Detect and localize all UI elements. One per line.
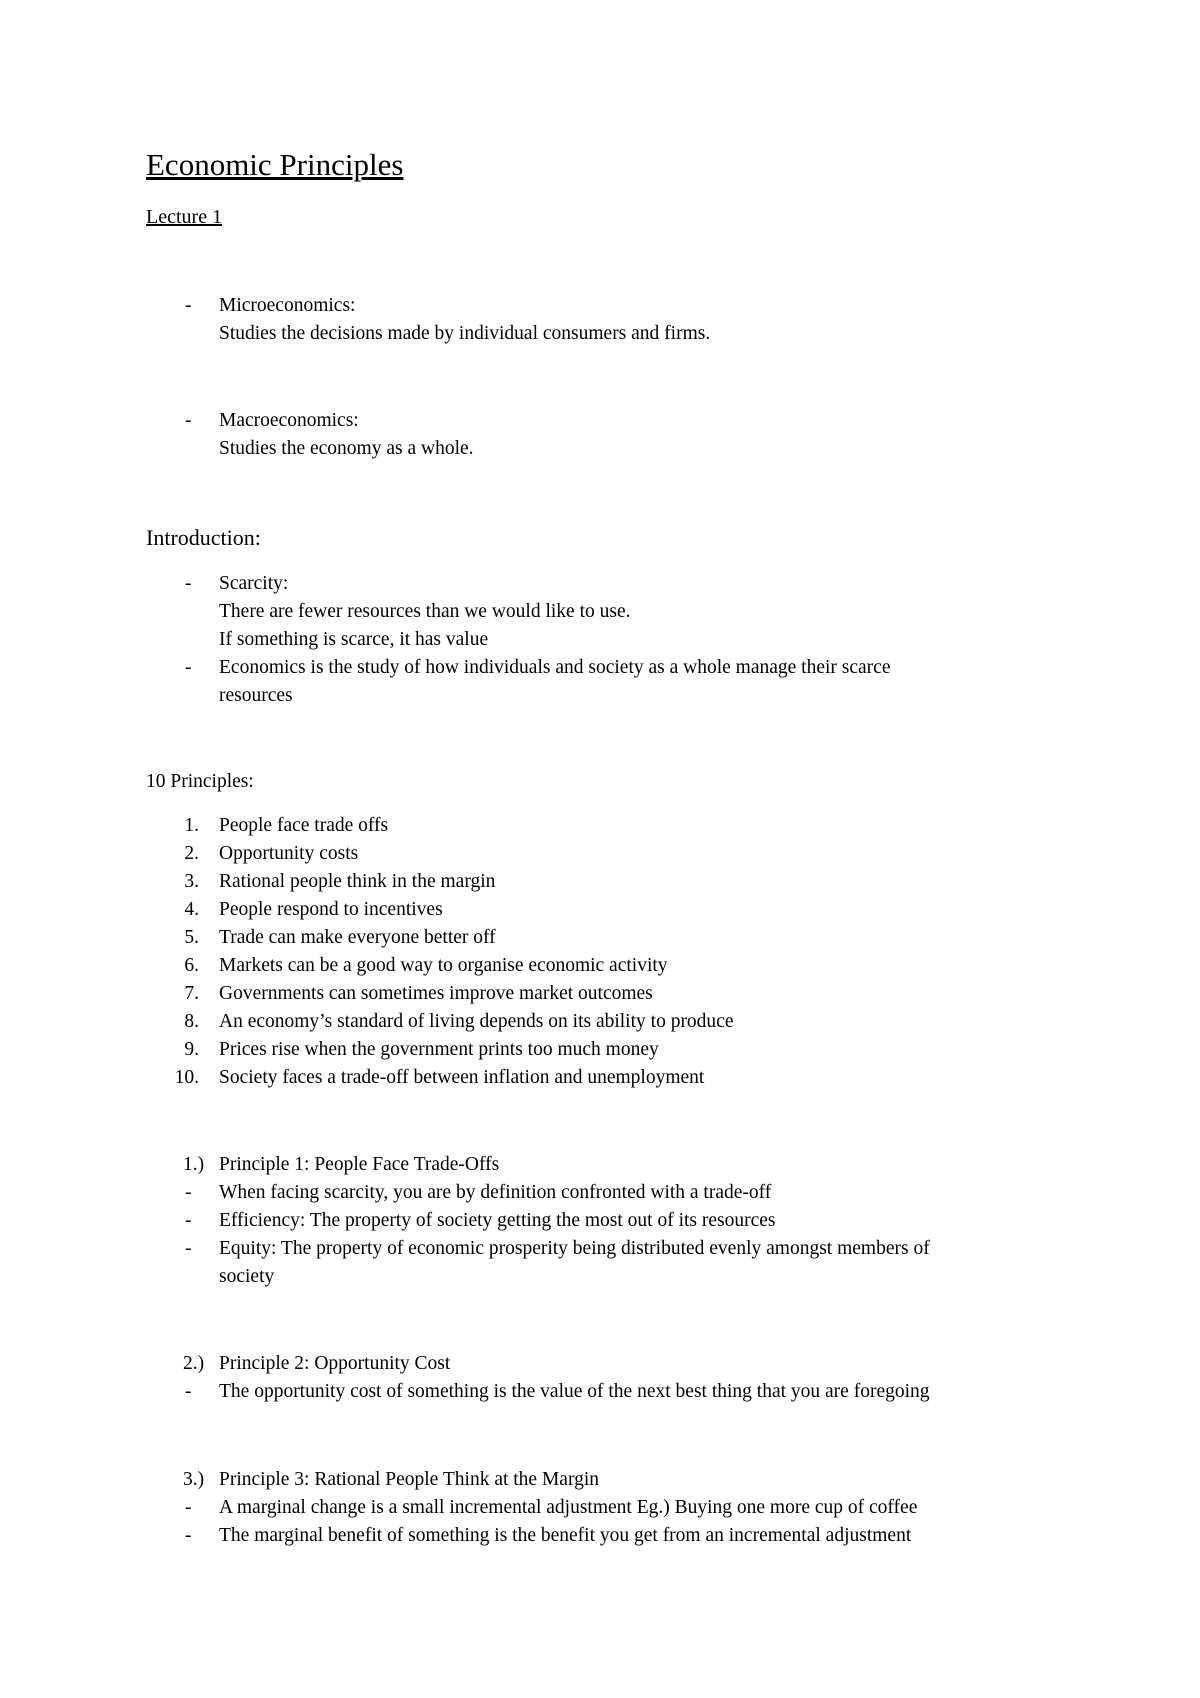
list-number: 2.: [184, 843, 199, 864]
list-item: Governments can sometimes improve market outcomes: [219, 983, 653, 1004]
scarcity-term: Scarcity:: [219, 573, 289, 594]
bullet-dash: -: [185, 295, 192, 316]
economics-definition: Economics is the study of how individuals and society as a whole manage their scarce: [219, 657, 891, 678]
section-number: 1.): [183, 1154, 205, 1175]
list-item: Prices rise when the government prints too much money: [219, 1039, 659, 1060]
section-bullet: Equity: The property of economic prosperity being distributed evenly amongst members of: [219, 1238, 930, 1259]
section-heading: Principle 3: Rational People Think at the Margin: [219, 1469, 600, 1490]
list-item: Trade can make everyone better off: [219, 927, 496, 948]
section-bullet: The opportunity cost of something is the value of the next best thing that you are foregoing: [219, 1381, 930, 1402]
section-bullet: The marginal benefit of something is the benefit you get from an incremental adjustment: [219, 1525, 912, 1546]
bullet-dash: -: [185, 1210, 192, 1231]
bullet-dash: -: [185, 1238, 192, 1259]
list-item: Opportunity costs: [219, 843, 359, 864]
bullet-dash: -: [185, 573, 192, 594]
list-number: 8.: [184, 1011, 199, 1032]
section-bullet: A marginal change is a small incremental adjustment Eg.) Buying one more cup of coffee: [219, 1497, 918, 1518]
list-item: An economy’s standard of living depends on its ability to produce: [219, 1011, 734, 1032]
list-number: 7.: [184, 983, 199, 1004]
document-title: Economic Principles: [146, 147, 404, 182]
list-number: 3.: [184, 871, 199, 892]
definition-term: Macroeconomics:: [219, 410, 359, 431]
bullet-dash: -: [185, 1182, 192, 1203]
scarcity-text: If something is scarce, it has value: [219, 629, 489, 650]
section-heading: Principle 2: Opportunity Cost: [219, 1353, 451, 1374]
list-number: 10.: [174, 1067, 199, 1088]
lecture-heading: Lecture 1: [146, 206, 223, 228]
introduction-heading: Introduction:: [146, 525, 261, 550]
list-number: 4.: [184, 899, 199, 920]
principles-heading: 10 Principles:: [146, 771, 254, 792]
list-number: 6.: [184, 955, 199, 976]
section-bullet: society: [219, 1266, 275, 1287]
section-bullet: Efficiency: The property of society getting the most out of its resources: [219, 1210, 776, 1231]
bullet-dash: -: [185, 1381, 192, 1402]
bullet-dash: -: [185, 410, 192, 431]
list-number: 1.: [184, 815, 199, 836]
list-item: People respond to incentives: [219, 899, 443, 920]
bullet-dash: -: [185, 657, 192, 678]
list-item: Markets can be a good way to organise economic activity: [219, 955, 668, 976]
section-number: 3.): [183, 1469, 205, 1490]
list-item: People face trade offs: [219, 815, 389, 836]
bullet-dash: -: [185, 1497, 192, 1518]
section-bullet: When facing scarcity, you are by definition confronted with a trade-off: [219, 1182, 772, 1203]
list-number: 5.: [184, 927, 199, 948]
list-item: Rational people think in the margin: [219, 871, 496, 892]
definition-text: Studies the decisions made by individual consumers and firms.: [219, 323, 711, 344]
list-number: 9.: [184, 1039, 199, 1060]
scarcity-text: There are fewer resources than we would like to use.: [219, 601, 631, 622]
bullet-dash: -: [185, 1525, 192, 1546]
definition-term: Microeconomics:: [219, 295, 356, 316]
section-number: 2.): [183, 1353, 205, 1374]
economics-definition: resources: [219, 685, 293, 706]
definition-text: Studies the economy as a whole.: [219, 438, 474, 459]
list-item: Society faces a trade-off between inflation and unemployment: [219, 1067, 705, 1088]
section-heading: Principle 1: People Face Trade-Offs: [219, 1154, 500, 1175]
